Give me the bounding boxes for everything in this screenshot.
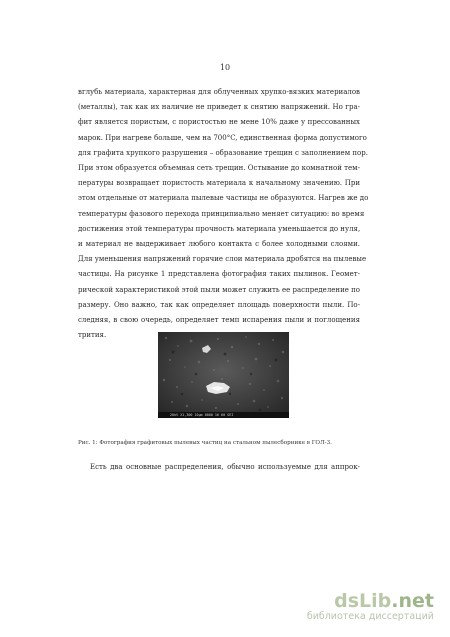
text-line: Есть два основные распределения, обычно используемые для аппрок- xyxy=(90,463,360,471)
sem-image-texture xyxy=(158,332,289,418)
figure-caption: Рис. 1: Фотография графитовых пылевых частиц на стальном пылесборнике в ГОЛ-3. xyxy=(78,440,332,446)
text-line: этом отдельные от материала пылевые частицы не образуются. Нагрев же до xyxy=(78,194,369,203)
text-line: трития. xyxy=(78,331,107,340)
sem-scalebar: 20kV X1,300 10μm 0000 16 60 SEI xyxy=(158,412,289,418)
sem-photograph xyxy=(158,332,289,418)
text-line: размеру. Оно важно, так как определяет площадь поверхности пыли. По- xyxy=(78,300,360,309)
page-number: 10 xyxy=(219,63,231,72)
text-line: Для уменьшения напряжений горячие слои материала дробятся на пылевые xyxy=(78,255,367,264)
body-paragraph xyxy=(78,85,369,343)
paragraph-start xyxy=(78,463,360,471)
text-line: При этом образуется объемная сеть трещин. Остывание до комнатной тем- xyxy=(78,164,360,173)
text-line: вглубь материала, характерная для облученных хрупко-вязких материалов xyxy=(78,88,360,96)
text-line: марок. При нагреве больше, чем на 700°C, единственная форма допустимого xyxy=(78,133,367,142)
text-line: температуры фазового перехода принципиально меняет ситуацию: во время xyxy=(78,209,365,218)
text-line: фит является пористым, с пористостью не мене 10% даже у прессованных xyxy=(78,118,360,127)
text-line: и материал не выдерживает любого контакта с более холодными слоями. xyxy=(78,240,360,249)
text-line: (металлы), так как их наличие не приведет к снятию напряжений. Но гра- xyxy=(78,103,360,112)
watermark-logo-accent: .net xyxy=(391,590,434,612)
text-line: достижения этой температуры прочность материала уменьшается до нуля, xyxy=(78,224,361,233)
text-line: частицы. На рисунке 1 представлена фотография таких пылинок. Геомет- xyxy=(78,270,360,279)
watermark-logo-main: dsLib xyxy=(334,590,392,612)
text-line: пературы возвращает пористость материала к начальному значению. При xyxy=(78,179,360,188)
text-line: рической характеристикой этой пыли может служить ее распределение по xyxy=(78,285,360,294)
watermark-subtitle: библиотека диссертаций xyxy=(306,611,434,622)
text-line: для графита хрупкого разрушения – образование трещин с заполнением пор. xyxy=(78,148,368,157)
watermark xyxy=(307,591,434,623)
watermark-logo xyxy=(307,591,434,611)
text-line: следняя, в свою очередь, определяет темп испарения пыли и поглощения xyxy=(78,316,360,325)
